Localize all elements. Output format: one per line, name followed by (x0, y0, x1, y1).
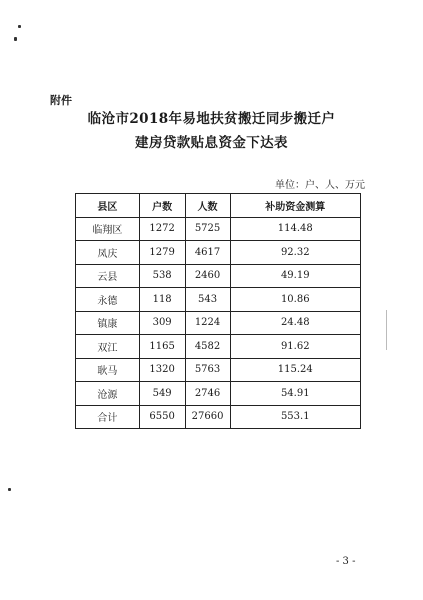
table-header-row (76, 194, 361, 218)
cell-county: 云县 (76, 264, 140, 288)
cell-households: 1279 (139, 241, 185, 265)
table-row (76, 335, 361, 359)
document-title-line-2: 建房贷款贴息资金下达表 (135, 135, 288, 151)
cell-households: 1272 (139, 217, 185, 241)
annex-label: 附件 (50, 94, 72, 107)
cell-subsidy: 92.32 (230, 241, 360, 265)
cell-people: 543 (185, 288, 230, 312)
cell-subsidy: 10.86 (230, 288, 360, 312)
cell-county: 凤庆 (76, 241, 140, 265)
cell-people: 5763 (185, 358, 230, 382)
cell-county: 耿马 (76, 358, 140, 382)
scan-speck (14, 37, 17, 41)
cell-subsidy: 91.62 (230, 335, 360, 359)
cell-people: 5725 (185, 217, 230, 241)
cell-households: 118 (139, 288, 185, 312)
table-row (76, 382, 361, 406)
cell-subsidy: 24.48 (230, 311, 360, 335)
cell-subsidy: 114.48 (230, 217, 360, 241)
cell-total-label: 合计 (76, 405, 140, 429)
cell-total-subsidy: 553.1 (230, 405, 360, 429)
table-row (76, 264, 361, 288)
cell-people: 2746 (185, 382, 230, 406)
cell-people: 4617 (185, 241, 230, 265)
cell-households: 538 (139, 264, 185, 288)
cell-households: 1320 (139, 358, 185, 382)
cell-people: 1224 (185, 311, 230, 335)
unit-note: 单位：户、人、万元 (275, 180, 365, 191)
header-households: 户数 (139, 194, 185, 218)
cell-county: 永德 (76, 288, 140, 312)
header-county: 县区 (76, 194, 140, 218)
header-people: 人数 (185, 194, 230, 218)
cell-people: 2460 (185, 264, 230, 288)
header-subsidy: 补助资金测算 (230, 194, 360, 218)
cell-subsidy: 115.24 (230, 358, 360, 382)
page-number: - 3 - (336, 556, 356, 567)
table-row (76, 358, 361, 382)
cell-households: 1165 (139, 335, 185, 359)
cell-county: 沧源 (76, 382, 140, 406)
table-row (76, 288, 361, 312)
scan-speck (8, 488, 11, 491)
cell-total-households: 6550 (139, 405, 185, 429)
scan-speck (18, 25, 21, 28)
cell-households: 309 (139, 311, 185, 335)
subsidy-table (75, 193, 361, 429)
cell-subsidy: 54.91 (230, 382, 360, 406)
cell-county: 临翔区 (76, 217, 140, 241)
cell-county: 双江 (76, 335, 140, 359)
table-row (76, 241, 361, 265)
document-title-line-1: 临沧市2018年易地扶贫搬迁同步搬迁户 (87, 111, 336, 127)
cell-households: 549 (139, 382, 185, 406)
cell-county: 镇康 (76, 311, 140, 335)
table-total-row (76, 405, 361, 429)
cell-subsidy: 49.19 (230, 264, 360, 288)
scan-edge-line (386, 310, 387, 350)
cell-people: 4582 (185, 335, 230, 359)
cell-total-people: 27660 (185, 405, 230, 429)
table-row (76, 311, 361, 335)
table-row (76, 217, 361, 241)
